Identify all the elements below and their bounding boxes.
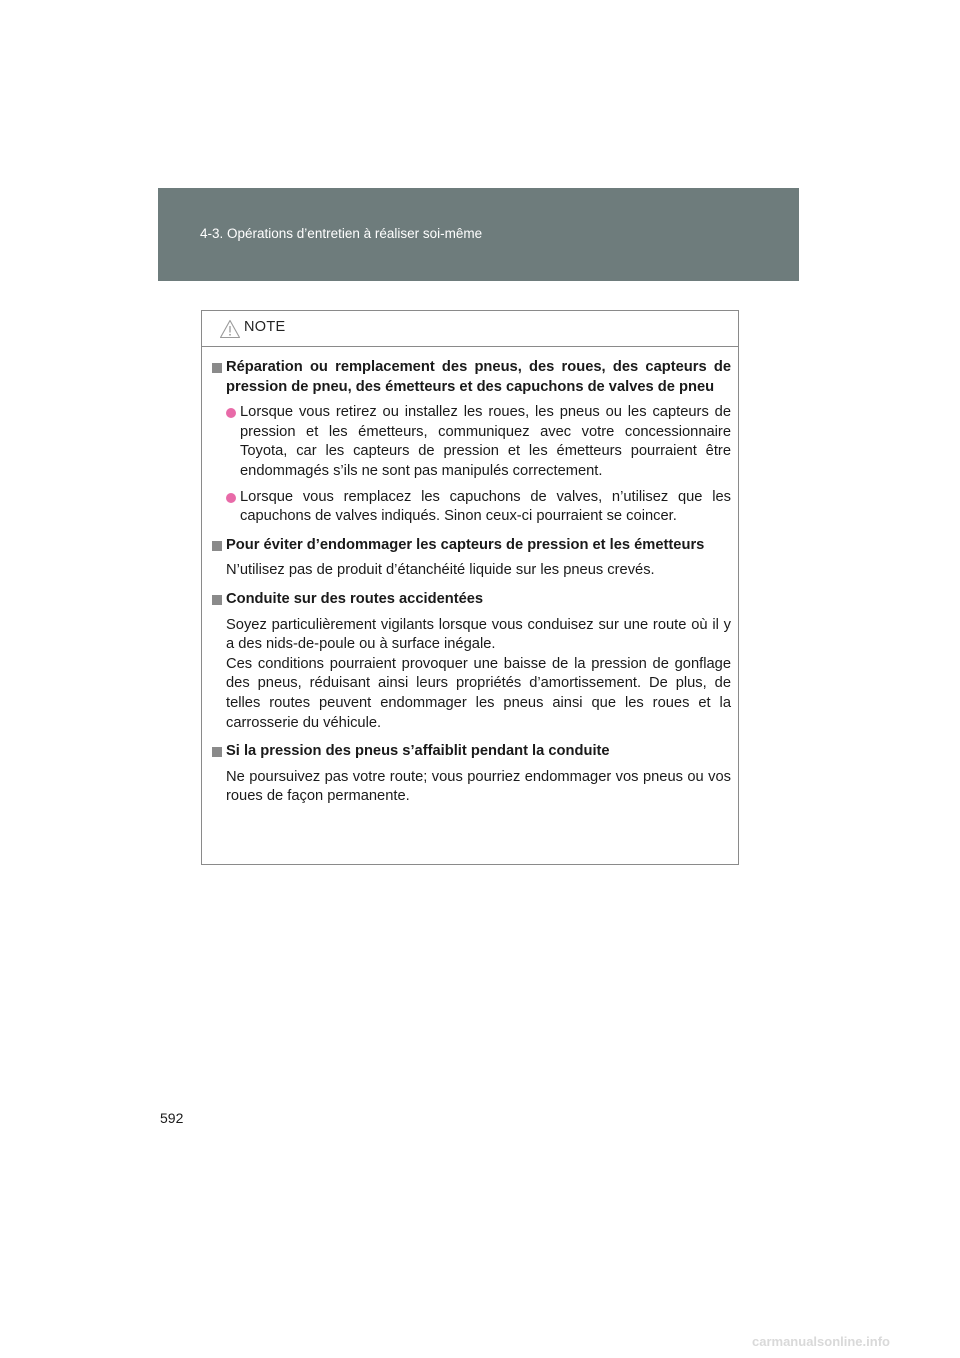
section-title: 4-3. Opérations d’entretien à réaliser soi-même bbox=[200, 226, 483, 241]
paragraph: Soyez particulièrement vigilants lorsque vous conduisez sur une route où il y a des nids-de-poule ou à surface inégale. bbox=[226, 616, 731, 653]
square-bullet-icon bbox=[212, 363, 222, 373]
header-band bbox=[158, 188, 799, 281]
note-header bbox=[202, 311, 738, 347]
square-bullet-icon bbox=[212, 747, 222, 757]
paragraph: N’utilisez pas de produit d’étanchéité liquide sur les pneus crevés. bbox=[226, 562, 655, 579]
round-bullet-icon bbox=[226, 408, 236, 418]
list-item: Lorsque vous remplacez les capuchons de valves, n’utilisez que les capuchons de valves indiqués. Sinon ceux-ci pourraient se coincer. bbox=[209, 488, 731, 527]
paragraph: Ces conditions pourraient provoquer une baisse de la pression de gonflage des pneus, réduisant ainsi leurs propriétés d’amortissement. De plus, de telles routes peuvent endommager les pneus ainsi que les roues et la carrosserie du véhicule. bbox=[226, 655, 731, 731]
note-label: NOTE bbox=[244, 319, 286, 335]
section-heading: Si la pression des pneus s’affaiblit pendant la conduite bbox=[209, 742, 731, 762]
square-bullet-icon bbox=[212, 541, 222, 551]
warning-triangle-icon bbox=[219, 319, 241, 339]
round-bullet-icon bbox=[226, 493, 236, 503]
list-item: Lorsque vous retirez ou installez les roues, les pneus ou les capteurs de pression et les émetteurs, communiquez avec votre concessionnaire Toyota, car les capteurs de pression et les émetteurs pourraient être endommagés s’ils ne sont pas manipulés correctement. bbox=[209, 403, 731, 481]
section-heading: Réparation ou remplacement des pneus, des roues, des capteurs de pression de pneu, des émetteurs et des capuchons de valves de pneu bbox=[209, 358, 731, 397]
note-body bbox=[202, 347, 738, 807]
watermark: carmanualsonline.info bbox=[752, 1334, 890, 1349]
paragraph: Ne poursuivez pas votre route; vous pourriez endommager vos pneus ou vos roues de façon permanente. bbox=[226, 768, 731, 805]
section-heading: Pour éviter d’endommager les capteurs de pression et les émetteurs bbox=[209, 536, 731, 556]
square-bullet-icon bbox=[212, 595, 222, 605]
section-heading: Conduite sur des routes accidentées bbox=[209, 590, 731, 610]
page-number: 592 bbox=[160, 1110, 184, 1126]
note-box bbox=[201, 310, 739, 865]
